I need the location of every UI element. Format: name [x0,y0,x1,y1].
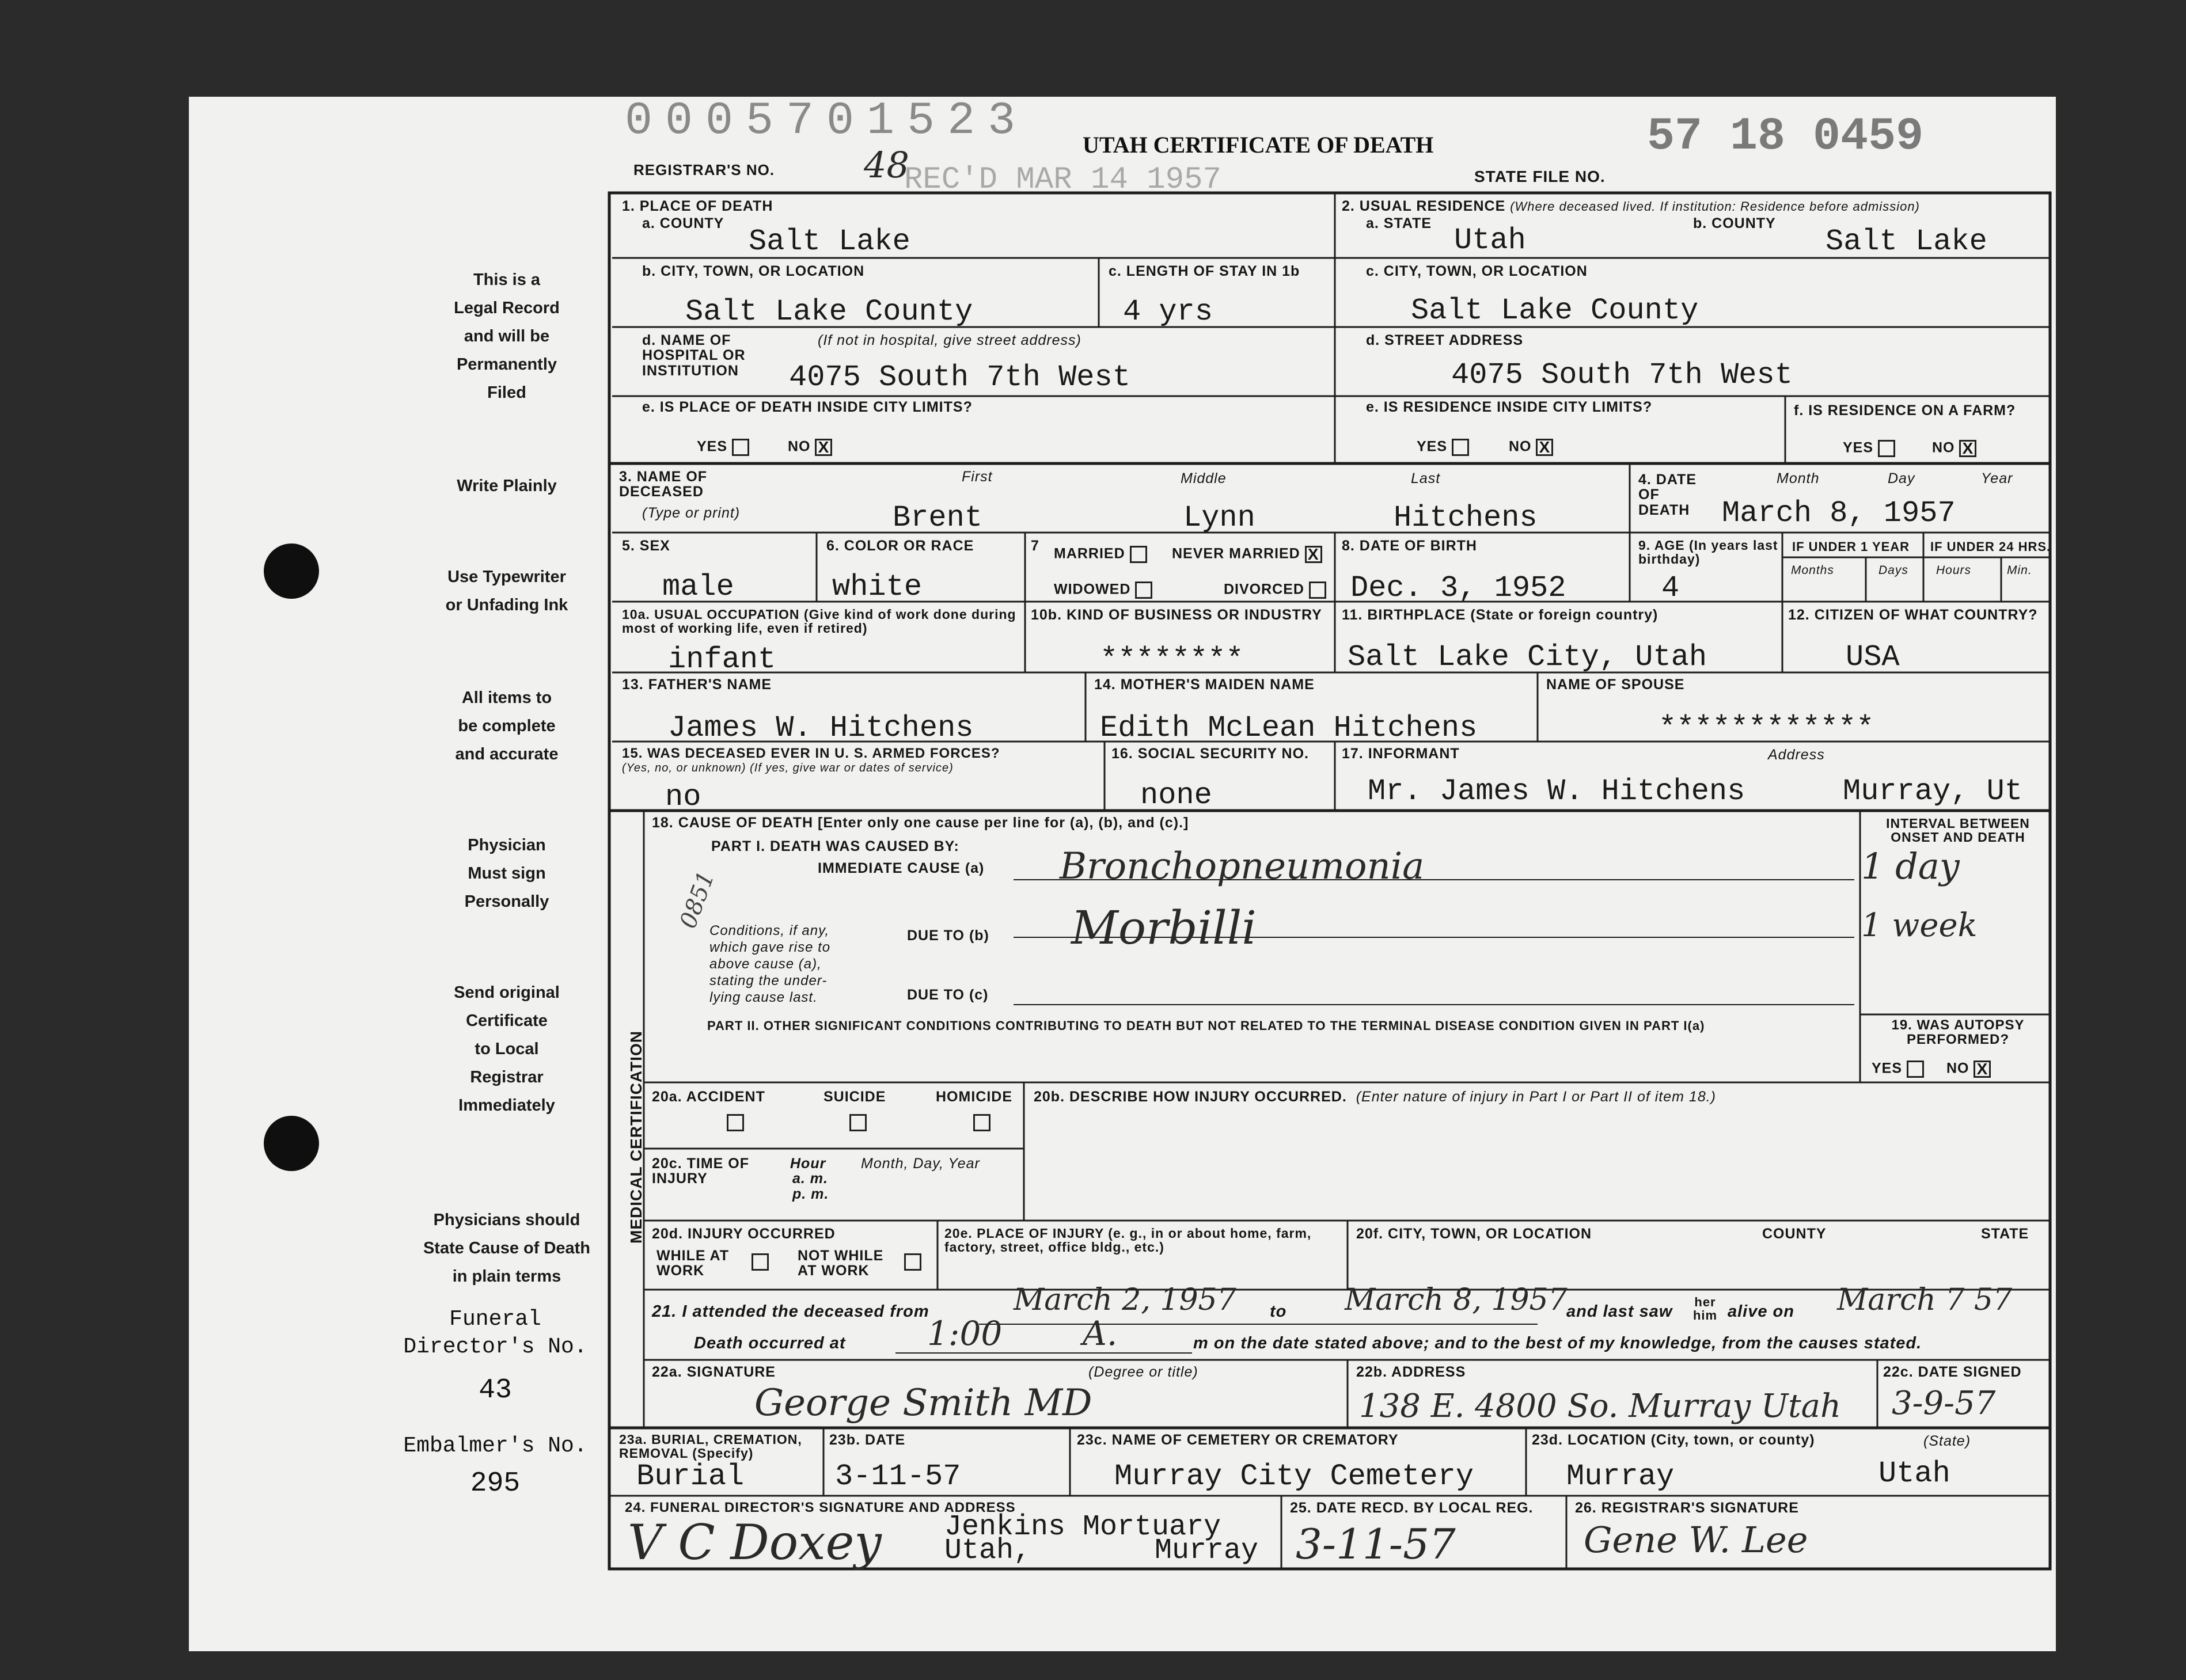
immediate-cause-label: IMMEDIATE CAUSE (a) [818,860,985,876]
hospital-label: d. NAME OF HOSPITAL OR INSTITUTION [642,332,746,379]
side-note-line: Director's No. [403,1335,587,1359]
birth-date-label: 8. DATE OF BIRTH [1342,538,1477,554]
side-note-line: Legal Record [454,299,560,317]
length-of-stay-value: 4 yrs [1123,295,1213,329]
residence-inside-city-no [1509,439,1553,456]
side-note-line: in plain terms [452,1267,561,1286]
residence-inside-city-yes [1417,439,1469,456]
side-note-line: Must sign [468,864,546,883]
medical-certification-label: MEDICAL CERTIFICATION [627,1031,645,1244]
side-note-line: State Cause of Death [423,1239,591,1257]
occupation-value: infant [668,643,776,676]
occupation-label: 10a. USUAL OCCUPATION (Give kind of work done during most of working life, even if retired) [622,607,1016,636]
her-him-label: her him [1692,1295,1718,1323]
attended-from-value: March 2, 1957 [1014,1283,1236,1317]
cemetery-label: 23c. NAME OF CEMETERY OR CREMATORY [1077,1432,1399,1448]
race-value: white [832,570,923,604]
death-inside-city-no [788,439,832,456]
widowed-checkbox[interactable] [1135,581,1152,599]
yes-checkbox[interactable] [732,439,749,456]
burial-label: 23a. BURIAL, CREMATION, REMOVAL (Specify) [619,1432,802,1461]
injury-how-note: (Enter nature of injury in Part I or Part II of item 18.) [1356,1089,1716,1105]
injury-place-label: 20e. PLACE OF INJURY (e. g., in or about home, farm, factory, street, office bldg., etc.) [944,1226,1312,1255]
residence-street-label: d. STREET ADDRESS [1366,332,1524,348]
no-checkbox-checked[interactable]: X [815,439,832,456]
burial-location-label: 23d. LOCATION (City, town, or county) [1532,1432,1815,1448]
registrar-no-label: REGISTRAR'S NO. [633,161,775,178]
suicide-checkbox[interactable] [849,1114,867,1131]
time-hour-block [790,1156,829,1202]
not-while-at-work-checkbox[interactable] [904,1253,921,1271]
mother-name-label: 14. MOTHER'S MAIDEN NAME [1094,676,1315,693]
date-received-value: 3-11-57 [1296,1520,1456,1568]
burial-value: Burial [636,1459,745,1493]
death-statement: m on the date stated above; and to the best of my knowledge, from the causes stated. [1193,1334,1922,1352]
never-married-checkbox-checked[interactable]: X [1305,546,1322,563]
burial-state-value: Utah [1878,1457,1950,1491]
autopsy-yes [1872,1061,1924,1078]
funeral-director-no: 43 [479,1375,512,1406]
citizen-label: 12. CITIZEN OF WHAT COUNTRY? [1788,607,2038,623]
side-note-line: or Unfading Ink [445,596,568,614]
burial-state-label: (State) [1923,1433,1971,1449]
funeral-director-label: 24. FUNERAL DIRECTOR'S SIGNATURE AND ADDRESS [625,1500,1016,1515]
side-note-line: Registrar [470,1068,544,1086]
attended-to-label: to [1270,1302,1287,1321]
pm-label: p. m. [792,1185,829,1202]
registrar-no: 48 [864,144,909,186]
death-city-label: b. CITY, TOWN, OR LOCATION [642,263,865,279]
due-to-b-label: DUE TO (b) [907,928,989,944]
armed-forces-label: 15. WAS DECEASED EVER IN U. S. ARMED FORCES? [622,746,1000,761]
race-label: 6. COLOR OR RACE [826,538,974,554]
side-note-line: Personally [464,892,549,911]
burial-date-label: 23b. DATE [829,1432,906,1448]
death-ampm-value: A. [1083,1314,1118,1353]
funeral-director-signature: V C Doxey [628,1514,882,1571]
accident-label: 20a. ACCIDENT [652,1089,765,1105]
informant-address-value: Murray, Ut [1843,774,2023,808]
attended-label: 21. I attended the deceased from [652,1302,929,1321]
age-value: 4 [1661,571,1680,605]
certificate-title-main: CERTIFICATE OF DEATH [1153,132,1434,158]
father-name-value: James W. Hitchens [668,711,974,745]
injury-city-label: 20f. CITY, TOWN, OR LOCATION [1356,1226,1592,1242]
side-note-line: Permanently [456,355,557,374]
months-label: Months [1791,564,1834,577]
married-checkbox[interactable] [1130,546,1147,563]
ssn-label: 16. SOCIAL SECURITY NO. [1111,746,1309,762]
conditions-note-line: lying cause last. [709,990,818,1005]
part-one-label: PART I. DEATH WAS CAUSED BY: [711,838,959,854]
side-note-line: Send original [454,983,560,1002]
while-at-work-label: WHILE AT WORK [656,1248,730,1279]
birthplace-label: 11. BIRTHPLACE (State or foreign country) [1342,607,1659,623]
conditions-note-line: above cause (a), [709,956,822,972]
side-note-line: and accurate [455,745,559,763]
death-county-label: a. COUNTY [642,215,724,231]
divorced-option [1224,581,1326,599]
date-of-death-label: 4. DATE OF DEATH [1638,472,1697,518]
certificate-title-state: UTAH [1083,132,1148,158]
time-of-injury-label: 20c. TIME OF INJURY [652,1156,749,1187]
residence-street-value: 4075 South 7th West [1451,358,1793,392]
homicide-label: HOMICIDE [936,1089,1012,1105]
residence-county-value: Salt Lake [1826,225,1987,259]
hours-label: Hours [1936,564,1972,577]
age-label: 9. AGE (In years last birthday) [1638,538,1778,567]
divorced-checkbox[interactable] [1309,581,1326,599]
side-note-line: Filed [487,383,526,402]
registrar-signature: Gene W. Lee [1584,1519,1808,1561]
business-label: 10b. KIND OF BUSINESS OR INDUSTRY [1031,607,1322,623]
injury-occurred-label: 20d. INJURY OCCURRED [652,1226,836,1242]
received-stamp: REC'D MAR 14 1957 [904,162,1221,197]
burial-location-value: Murray [1566,1459,1675,1493]
side-note-line: and will be [464,327,550,345]
am-label: a. m. [792,1170,828,1187]
injury-date-label: Month, Day, Year [861,1156,980,1172]
length-of-stay-label: c. LENGTH OF STAY IN 1b [1109,263,1300,279]
date-month-label: Month [1777,470,1820,486]
conditions-note-line: stating the under- [709,973,828,989]
no-checkbox-checked[interactable]: X [1959,440,1976,457]
residence-county-label: b. COUNTY [1693,215,1776,231]
interval-label: INTERVAL BETWEEN ONSET AND DEATH [1886,816,2030,845]
widowed-label: WIDOWED [1054,581,1131,598]
yes-label: YES [1417,438,1448,455]
injury-county-label: COUNTY [1762,1226,1827,1242]
residence-city-label: c. CITY, TOWN, OR LOCATION [1366,263,1588,279]
yes-label: YES [1843,439,1874,456]
immediate-cause-value: Bronchopneumonia [1060,845,1425,888]
hour-label: Hour [790,1156,826,1172]
side-note-line: Physician [468,836,546,854]
residence-label: 2. USUAL RESIDENCE [1342,198,1506,214]
date-year-label: Year [1981,470,2013,486]
residence-label-line [1342,199,1920,214]
interval-a-value: 1 day [1861,845,1960,887]
conditions-note [709,922,830,1006]
due-to-c-label: DUE TO (c) [907,987,989,1003]
injury-how-line [1034,1089,1716,1104]
interval-b-value: 1 week [1861,907,1978,944]
side-note-line: Physicians should [433,1211,580,1229]
yes-label: YES [1872,1060,1903,1077]
side-note-line: Immediately [458,1096,555,1115]
informant-value: Mr. James W. Hitchens [1368,774,1745,808]
cause-of-death-label: 18. CAUSE OF DEATH [Enter only one cause per line for (a), (b), and (c).] [652,815,1189,831]
death-inside-city-yes [697,439,749,456]
armed-forces-value: no [665,780,701,814]
autopsy-label: 19. WAS AUTOPSY PERFORMED? [1891,1017,2025,1048]
cause-code: 0851 [674,868,720,932]
first-name-value: Brent [893,501,983,535]
sex-value: male [662,570,734,604]
part-two-label: PART II. OTHER SIGNIFICANT CONDITIONS CONTRIBUTING TO DEATH BUT NOT RELATED TO THE TERMINAL DISEASE CONDITION GIVEN IN PART I(a) [707,1018,1705,1033]
date-of-death-value: March 8, 1957 [1722,496,1956,530]
mortuary-state: Utah, [944,1534,1031,1567]
physician-address-label: 22b. ADDRESS [1356,1364,1466,1380]
marital-label: 7 [1031,538,1039,554]
side-note-write-plainly: Write Plainly [457,477,557,495]
alive-on-label: alive on [1728,1302,1794,1321]
business-value: ******** [1100,643,1244,676]
last-saw-label: and last saw [1566,1302,1673,1321]
death-county-value: Salt Lake [749,225,910,259]
side-note-line: to Local [475,1040,539,1058]
death-city-value: Salt Lake County [685,295,973,329]
yes-checkbox[interactable] [1452,439,1469,456]
sex-label: 5. SEX [622,538,670,554]
date-received-label: 25. DATE RECD. BY LOCAL REG. [1290,1500,1534,1516]
no-checkbox-checked[interactable]: X [1536,439,1553,456]
yes-checkbox[interactable] [1907,1061,1924,1078]
under-one-year-label: IF UNDER 1 YEAR [1792,539,1910,554]
accident-checkbox[interactable] [727,1114,744,1131]
injury-state-label: STATE [1981,1226,2029,1242]
middle-name-value: Lynn [1183,501,1255,535]
alive-on-value: March 7 57 [1837,1283,2013,1317]
informant-label: 17. INFORMANT [1342,746,1460,762]
residence-farm-label: f. IS RESIDENCE ON A FARM? [1794,402,2016,419]
citizen-value: USA [1846,640,1900,674]
middle-name-label: Middle [1181,470,1227,486]
yes-checkbox[interactable] [1878,440,1895,457]
residence-state-label: a. STATE [1366,215,1432,231]
embalmer-no: 295 [470,1468,521,1499]
last-name-value: Hitchens [1394,501,1538,535]
not-while-at-work-label: NOT WHILE AT WORK [798,1248,884,1279]
side-note-line: be complete [458,717,556,735]
state-file-label: STATE FILE NO. [1474,168,1606,185]
days-label: Days [1878,564,1908,577]
registrar-signature-label: 26. REGISTRAR'S SIGNATURE [1575,1500,1799,1516]
physician-address-value: 138 E. 4800 So. Murray Utah [1359,1388,1842,1425]
residence-state-value: Utah [1454,223,1526,257]
residence-farm-yes [1843,440,1895,457]
first-name-label: First [962,469,993,485]
attended-to-value: March 8, 1957 [1345,1283,1568,1317]
informant-address-label: Address [1768,747,1825,763]
burial-date-value: 3-11-57 [835,1459,961,1493]
minutes-label: Min. [2007,564,2032,577]
microfilm-number: 0005701523 [625,95,1029,147]
while-at-work-checkbox[interactable] [752,1253,769,1271]
date-signed-label: 22c. DATE SIGNED [1883,1364,2022,1380]
no-label: NO [788,438,811,455]
residence-farm-no [1932,440,1976,457]
father-name-label: 13. FATHER'S NAME [622,676,772,693]
side-note-line: All items to [461,689,552,707]
never-married-label: NEVER MARRIED [1172,545,1300,562]
spouse-name-label: NAME OF SPOUSE [1546,676,1685,693]
death-occurred-label: Death occurred at [694,1334,846,1352]
never-married-option [1172,546,1322,563]
ssn-value: none [1140,778,1212,812]
place-of-death-label: 1. PLACE OF DEATH [622,198,773,214]
yes-label: YES [697,438,728,455]
birthplace-value: Salt Lake City, Utah [1348,640,1707,674]
degree-label: (Degree or title) [1088,1364,1198,1380]
residence-inside-city-label: e. IS RESIDENCE INSIDE CITY LIMITS? [1366,399,1653,415]
no-label: NO [1932,439,1955,456]
widowed-option [1054,581,1152,599]
side-note-line: Use Typewriter [447,568,566,586]
mortuary-city: Murray [1155,1534,1259,1567]
death-inside-city-label: e. IS PLACE OF DEATH INSIDE CITY LIMITS? [642,399,973,415]
mortuary-name: Jenkins Mortuary [944,1511,1221,1544]
date-signed-value: 3-9-57 [1892,1385,1996,1422]
death-time-value: 1:00 [927,1314,1003,1353]
embalmer-no-label: Embalmer's No. [403,1434,587,1458]
last-name-label: Last [1411,470,1441,486]
side-note-line: Funeral [449,1307,541,1332]
date-day-label: Day [1888,470,1915,486]
no-label: NO [1509,438,1532,455]
physician-signature: George Smith MD [754,1382,1092,1424]
cemetery-value: Murray City Cemetery [1114,1459,1474,1493]
deceased-name-label: 3. NAME OF DECEASED [619,469,708,500]
no-checkbox-checked[interactable]: X [1974,1061,1991,1078]
state-file-number: 57 18 0459 [1647,111,1924,163]
under-24-hours-label: IF UNDER 24 HRS. [1930,539,2051,554]
hospital-note: (If not in hospital, give street address) [818,332,1081,348]
residence-city-value: Salt Lake County [1411,294,1699,328]
injury-how-label: 20b. DESCRIBE HOW INJURY OCCURRED. [1034,1089,1347,1105]
no-label: NO [1946,1060,1969,1077]
married-option [1054,546,1147,563]
armed-forces-note: (Yes, no, or unknown) (If yes, give war or dates of service) [622,762,954,774]
conditions-note-line: which gave rise to [709,940,831,955]
autopsy-no [1946,1061,1991,1078]
residence-note: (Where deceased lived. If institution: Residence before admission) [1510,199,1920,214]
side-note-line: Certificate [466,1012,548,1030]
married-label: MARRIED [1054,545,1125,562]
spouse-name-value: ************ [1659,711,1874,745]
conditions-note-line: Conditions, if any, [709,923,829,938]
deceased-name-note: (Type or print) [642,505,741,521]
homicide-checkbox[interactable] [973,1114,990,1131]
side-note-line: This is a [473,271,541,289]
divorced-label: DIVORCED [1224,581,1304,598]
due-to-b-value: Morbilli [1071,901,1257,955]
suicide-label: SUICIDE [823,1089,886,1105]
hospital-value: 4075 South 7th West [789,360,1130,394]
signature-label: 22a. SIGNATURE [652,1364,776,1380]
mother-name-value: Edith McLean Hitchens [1100,711,1478,745]
birth-date-value: Dec. 3, 1952 [1350,571,1566,605]
